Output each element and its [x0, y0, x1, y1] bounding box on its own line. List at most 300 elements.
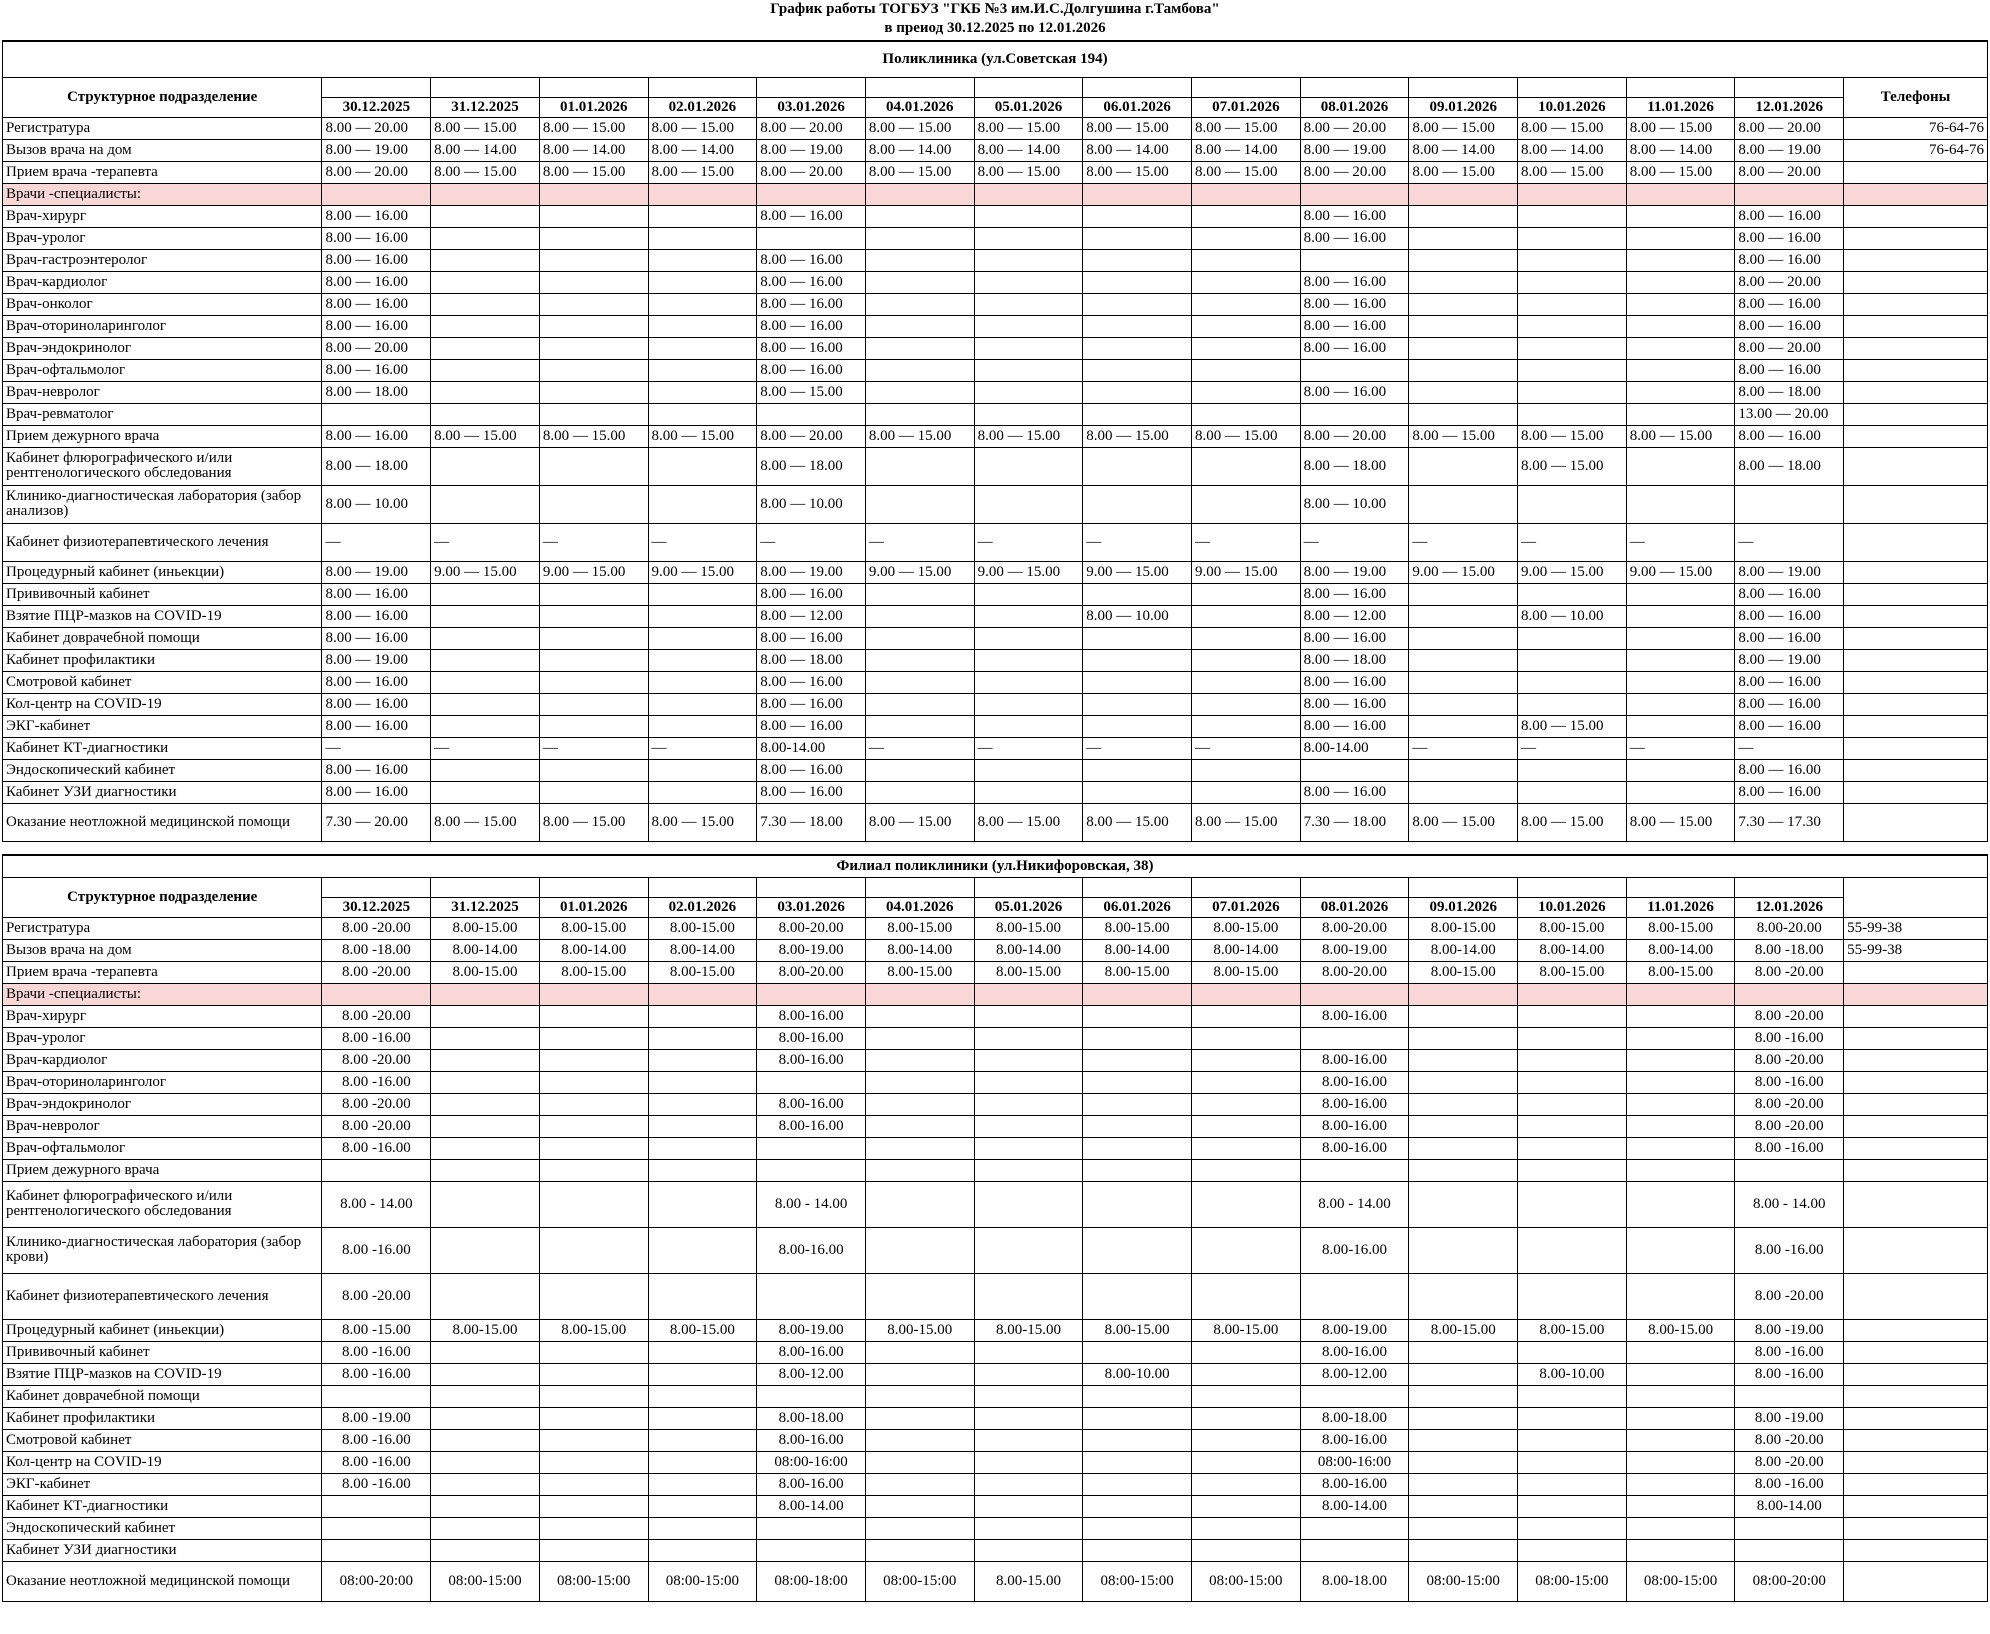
department-name: Оказание неотложной медицинской помощи [3, 1561, 322, 1601]
schedule-cell [1518, 627, 1627, 649]
schedule-cell [1626, 315, 1735, 337]
schedule-cell: 8.00 — 16.00 [322, 759, 431, 781]
schedule-cell [757, 983, 866, 1005]
schedule-cell [539, 583, 648, 605]
schedule-cell [1626, 485, 1735, 523]
schedule-cell: 8.00 -16.00 [322, 1363, 431, 1385]
schedule-cell [757, 1385, 866, 1407]
department-name: Регистратура [3, 117, 322, 139]
schedule-cell [974, 1385, 1083, 1407]
date-header: 12.01.2026 [1735, 897, 1844, 917]
schedule-cell: 8.00 — 16.00 [1735, 759, 1844, 781]
schedule-cell: — [648, 737, 757, 759]
schedule-cell: 8.00-15.00 [539, 1319, 648, 1341]
schedule-cell [1409, 1027, 1518, 1049]
schedule-cell [974, 671, 1083, 693]
schedule-cell: — [1626, 523, 1735, 561]
department-name: Вызов врача на дом [3, 139, 322, 161]
schedule-cell [1083, 1227, 1192, 1273]
schedule-cell [1191, 781, 1300, 803]
schedule-cell: 8.00 — 15.00 [1409, 803, 1518, 841]
schedule-cell [322, 403, 431, 425]
schedule-cell [1626, 271, 1735, 293]
header-spacer [1518, 77, 1627, 97]
schedule-cell [1083, 1181, 1192, 1227]
schedule-cell [1083, 1273, 1192, 1319]
schedule-cell: 8.00 — 16.00 [757, 337, 866, 359]
schedule-cell: 8.00 — 15.00 [1083, 803, 1192, 841]
department-name: Врач-оториноларинголог [3, 1071, 322, 1093]
schedule-cell [1518, 759, 1627, 781]
schedule-cell [1191, 1093, 1300, 1115]
schedule-cell [431, 1539, 540, 1561]
department-name: Клинико-диагностическая лаборатория (забор анализов) [3, 485, 322, 523]
schedule-cell: 8.00 — 16.00 [1300, 627, 1409, 649]
schedule-cell [1191, 1273, 1300, 1319]
schedule-cell [1518, 693, 1627, 715]
phone-cell [1844, 315, 1988, 337]
header-spacer [648, 877, 757, 897]
schedule-cell [1518, 337, 1627, 359]
schedule-cell: 8.00 -20.00 [1735, 1005, 1844, 1027]
schedule-cell: 8.00 -20.00 [322, 1093, 431, 1115]
schedule-cell: 8.00-12.00 [1300, 1363, 1409, 1385]
schedule-cell [1191, 1005, 1300, 1027]
schedule-cell: 8.00 -20.00 [322, 1115, 431, 1137]
schedule-cell: 8.00 — 20.00 [757, 425, 866, 447]
schedule-cell: 13.00 — 20.00 [1735, 403, 1844, 425]
schedule-cell: 8.00 — 15.00 [1518, 425, 1627, 447]
schedule-cell: 8.00-19.00 [757, 1319, 866, 1341]
schedule-cell: 08:00-15:00 [539, 1561, 648, 1601]
schedule-cell: 8.00 — 16.00 [1735, 425, 1844, 447]
schedule-cell: 8.00-20.00 [1300, 961, 1409, 983]
table-row [3, 759, 1988, 781]
department-name: Кабинет УЗИ диагностики [3, 1539, 322, 1561]
phone-cell [1844, 1159, 1988, 1181]
schedule-cell [1300, 403, 1409, 425]
schedule-cell: 8.00 - 14.00 [1735, 1181, 1844, 1227]
header-spacer [974, 77, 1083, 97]
schedule-cell [974, 983, 1083, 1005]
table-row [3, 983, 1988, 1005]
schedule-cell: 8.00-15.00 [1191, 917, 1300, 939]
table-row [3, 1027, 1988, 1049]
table-row [3, 523, 1988, 561]
table-row [3, 403, 1988, 425]
schedule-cell [865, 1115, 974, 1137]
phone-cell [1844, 1561, 1988, 1601]
schedule-cell [1626, 1539, 1735, 1561]
phone-cell [1844, 715, 1988, 737]
schedule-cell: 8.00 — 19.00 [1735, 649, 1844, 671]
schedule-cell: 8.00-15.00 [431, 961, 540, 983]
schedule-cell [1518, 1539, 1627, 1561]
schedule-cell: 8.00 -16.00 [1735, 1071, 1844, 1093]
date-header: 06.01.2026 [1083, 897, 1192, 917]
schedule-cell [1735, 485, 1844, 523]
schedule-cell: 8.00 -20.00 [1735, 1451, 1844, 1473]
schedule-cell [431, 315, 540, 337]
schedule-cell: 8.00-16.00 [1300, 1227, 1409, 1273]
schedule-cell: 8.00 — 15.00 [539, 117, 648, 139]
schedule-cell [1083, 183, 1192, 205]
header-spacer [865, 77, 974, 97]
schedule-cell: 8.00 — 16.00 [322, 293, 431, 315]
schedule-cell: 8.00 — 16.00 [1300, 337, 1409, 359]
schedule-cell [1626, 337, 1735, 359]
schedule-cell [1626, 1363, 1735, 1385]
schedule-cell [974, 781, 1083, 803]
schedule-cell: 8.00 — 16.00 [322, 715, 431, 737]
department-name: Врач-оториноларинголог [3, 315, 322, 337]
schedule-cell [539, 1495, 648, 1517]
schedule-cell [1083, 781, 1192, 803]
header-spacer [1626, 77, 1735, 97]
schedule-cell: 8.00 — 16.00 [1735, 781, 1844, 803]
schedule-cell [1626, 693, 1735, 715]
schedule-cell [865, 183, 974, 205]
schedule-cell [1083, 359, 1192, 381]
schedule-cell: 8.00 — 15.00 [865, 117, 974, 139]
date-header: 03.01.2026 [757, 97, 866, 117]
schedule-cell: 8.00 — 14.00 [648, 139, 757, 161]
schedule-cell [1518, 1005, 1627, 1027]
schedule-cell [431, 693, 540, 715]
phone-cell [1844, 205, 1988, 227]
schedule-cell: 8.00 — 14.00 [1409, 139, 1518, 161]
schedule-cell [1191, 1429, 1300, 1451]
schedule-cell [648, 1181, 757, 1227]
schedule-cell [1083, 337, 1192, 359]
department-name: Эндоскопический кабинет [3, 759, 322, 781]
schedule-cell [648, 1539, 757, 1561]
schedule-cell: 8.00 — 20.00 [1735, 117, 1844, 139]
schedule-cell [1518, 183, 1627, 205]
schedule-cell: — [1409, 737, 1518, 759]
schedule-cell: 8.00 -16.00 [322, 1451, 431, 1473]
schedule-cell [431, 1341, 540, 1363]
schedule-cell [431, 1473, 540, 1495]
schedule-cell [1083, 315, 1192, 337]
schedule-cell: 8.00-14.00 [1735, 1495, 1844, 1517]
schedule-cell [974, 1451, 1083, 1473]
schedule-cell: 8.00 — 16.00 [1735, 627, 1844, 649]
department-name: Врач-эндокринолог [3, 337, 322, 359]
schedule-cell [1518, 1181, 1627, 1227]
schedule-cell [865, 1027, 974, 1049]
schedule-cell [865, 1495, 974, 1517]
phones-header: Телефоны [1844, 77, 1988, 117]
header-spacer [974, 877, 1083, 897]
schedule-cell [1518, 1407, 1627, 1429]
schedule-cell: 8.00 -19.00 [322, 1407, 431, 1429]
schedule-cell: 8.00-15.00 [974, 1561, 1083, 1601]
schedule-cell [431, 1027, 540, 1049]
schedule-cell [865, 1429, 974, 1451]
title-line-1: График работы ТОГБУЗ "ГКБ №3 им.И.С.Долгушина г.Тамбова" [770, 1, 1220, 17]
schedule-cell: 8.00-16.00 [757, 1473, 866, 1495]
header-spacer [431, 77, 540, 97]
schedule-cell [539, 337, 648, 359]
schedule-cell: 8.00 — 19.00 [322, 649, 431, 671]
schedule-cell [648, 1159, 757, 1181]
schedule-cell [1191, 605, 1300, 627]
header-spacer [1735, 877, 1844, 897]
schedule-cell: — [865, 737, 974, 759]
phone-cell: 76-64-76 [1844, 139, 1988, 161]
schedule-cell: 8.00 — 18.00 [757, 447, 866, 485]
schedule-cell: 8.00-16.00 [1300, 1137, 1409, 1159]
department-name: Кабинет доврачебной помощи [3, 627, 322, 649]
schedule-cell [648, 1473, 757, 1495]
schedule-cell: 8.00 — 15.00 [757, 381, 866, 403]
schedule-cell [1626, 1227, 1735, 1273]
phone-cell [1844, 561, 1988, 583]
schedule-cell: 8.00-20.00 [1300, 917, 1409, 939]
schedule-cell: 8.00-16.00 [757, 1093, 866, 1115]
schedule-cell: 8.00 -16.00 [322, 1429, 431, 1451]
schedule-cell [1083, 1159, 1192, 1181]
schedule-cell [1518, 781, 1627, 803]
schedule-cell [865, 1473, 974, 1495]
schedule-cell [1409, 1517, 1518, 1539]
phone-cell [1844, 1385, 1988, 1407]
schedule-cell: 8.00-14.00 [757, 737, 866, 759]
schedule-cell [865, 1273, 974, 1319]
schedule-cell [974, 249, 1083, 271]
department-name: Врач-офтальмолог [3, 1137, 322, 1159]
schedule-cell [1083, 227, 1192, 249]
schedule-cell: 8.00 — 16.00 [322, 227, 431, 249]
schedule-cell: 8.00 -20.00 [1735, 1093, 1844, 1115]
schedule-cell [1626, 1181, 1735, 1227]
schedule-cell [1083, 583, 1192, 605]
schedule-cell: 8.00-14.00 [974, 939, 1083, 961]
schedule-cell: 9.00 — 15.00 [1083, 561, 1192, 583]
phone-cell [1844, 1429, 1988, 1451]
schedule-cell [974, 715, 1083, 737]
schedule-table-branch-clinic [2, 854, 1988, 1602]
schedule-cell [431, 983, 540, 1005]
schedule-cell [1191, 715, 1300, 737]
schedule-cell: 7.30 — 18.00 [1300, 803, 1409, 841]
schedule-cell: 8.00 — 10.00 [1300, 485, 1409, 523]
schedule-cell [322, 1159, 431, 1181]
schedule-cell [1300, 1159, 1409, 1181]
schedule-cell [1518, 227, 1627, 249]
schedule-cell: 8.00 — 14.00 [431, 139, 540, 161]
schedule-cell: 8.00 — 10.00 [757, 485, 866, 523]
schedule-cell [1083, 1115, 1192, 1137]
table-row [3, 359, 1988, 381]
schedule-cell [1518, 359, 1627, 381]
schedule-cell: 8.00-10.00 [1083, 1363, 1192, 1385]
schedule-cell [757, 1159, 866, 1181]
schedule-cell [1409, 381, 1518, 403]
schedule-cell [1409, 447, 1518, 485]
date-header: 11.01.2026 [1626, 97, 1735, 117]
schedule-cell [1626, 1429, 1735, 1451]
schedule-cell [1409, 1273, 1518, 1319]
schedule-cell [1191, 1049, 1300, 1071]
table-row [3, 1561, 1988, 1601]
schedule-cell: 8.00 -19.00 [1735, 1319, 1844, 1341]
department-name: Взятие ПЦР-мазков на COVID-19 [3, 1363, 322, 1385]
date-header: 09.01.2026 [1409, 897, 1518, 917]
schedule-cell [865, 205, 974, 227]
schedule-cell [865, 293, 974, 315]
schedule-cell [539, 1429, 648, 1451]
schedule-cell: 8.00-15.00 [865, 961, 974, 983]
schedule-cell [648, 249, 757, 271]
schedule-cell: 9.00 — 15.00 [539, 561, 648, 583]
schedule-cell [648, 227, 757, 249]
schedule-cell [539, 1385, 648, 1407]
department-name: Врач-офтальмолог [3, 359, 322, 381]
schedule-cell: 8.00 — 15.00 [431, 117, 540, 139]
schedule-cell [1735, 1159, 1844, 1181]
header-spacer [1191, 77, 1300, 97]
schedule-cell [1191, 381, 1300, 403]
schedule-cell [322, 1385, 431, 1407]
schedule-cell: 8.00 — 15.00 [974, 161, 1083, 183]
phone-cell: 55-99-38 [1844, 917, 1988, 939]
schedule-cell [1409, 1049, 1518, 1071]
schedule-cell: 8.00 — 15.00 [1626, 803, 1735, 841]
schedule-cell: 08:00-16:00 [757, 1451, 866, 1473]
schedule-cell [1083, 1473, 1192, 1495]
department-name: Кабинет профилактики [3, 1407, 322, 1429]
phone-cell [1844, 605, 1988, 627]
schedule-cell [431, 381, 540, 403]
schedule-cell: 8.00-15.00 [1626, 961, 1735, 983]
department-name: Процедурный кабинет (иньекции) [3, 561, 322, 583]
phone-cell [1844, 227, 1988, 249]
schedule-cell: 8.00 -20.00 [322, 917, 431, 939]
date-header: 10.01.2026 [1518, 97, 1627, 117]
schedule-cell [1191, 183, 1300, 205]
department-name: Оказание неотложной медицинской помощи [3, 803, 322, 841]
schedule-cell [1083, 1407, 1192, 1429]
schedule-cell [1083, 1005, 1192, 1027]
schedule-cell [974, 1159, 1083, 1181]
department-name: Кабинет КТ-диагностики [3, 1495, 322, 1517]
schedule-cell: — [539, 737, 648, 759]
schedule-cell [648, 381, 757, 403]
schedule-cell: — [1191, 523, 1300, 561]
schedule-cell: 8.00 — 19.00 [757, 139, 866, 161]
schedule-cell [431, 227, 540, 249]
table-row [3, 1385, 1988, 1407]
schedule-cell [974, 1049, 1083, 1071]
schedule-cell [1191, 1137, 1300, 1159]
schedule-cell [1626, 1273, 1735, 1319]
schedule-cell: — [1191, 737, 1300, 759]
header-spacer [322, 877, 431, 897]
schedule-cell [1409, 605, 1518, 627]
header-spacer [1735, 77, 1844, 97]
schedule-cell [1626, 359, 1735, 381]
table-row [3, 737, 1988, 759]
schedule-cell [1191, 337, 1300, 359]
department-name: Врач-онколог [3, 293, 322, 315]
schedule-cell: — [974, 523, 1083, 561]
schedule-cell: 8.00 — 18.00 [1735, 447, 1844, 485]
schedule-cell: 9.00 — 15.00 [974, 561, 1083, 583]
schedule-cell [865, 315, 974, 337]
schedule-cell [648, 1385, 757, 1407]
dept-header: Структурное подразделение [3, 877, 322, 917]
schedule-cell: 8.00 -16.00 [322, 1137, 431, 1159]
department-name: Кабинет флюрографического и/или рентгенологического обследования [3, 1181, 322, 1227]
schedule-cell [648, 271, 757, 293]
schedule-cell [1626, 583, 1735, 605]
schedule-cell [1518, 1027, 1627, 1049]
schedule-cell [1518, 983, 1627, 1005]
department-name: Эндоскопический кабинет [3, 1517, 322, 1539]
department-name: Кабинет флюрографического и/или рентгенологического обследования [3, 447, 322, 485]
schedule-cell [1518, 1341, 1627, 1363]
schedule-cell [539, 605, 648, 627]
phone-cell [1844, 1473, 1988, 1495]
schedule-cell [1518, 1385, 1627, 1407]
schedule-cell: 8.00-14.00 [1518, 939, 1627, 961]
department-name: Кабинет доврачебной помощи [3, 1385, 322, 1407]
schedule-cell: 08:00-15:00 [1083, 1561, 1192, 1601]
schedule-cell: 8.00-14.00 [539, 939, 648, 961]
schedule-cell [648, 583, 757, 605]
phone-cell [1844, 649, 1988, 671]
header-spacer [539, 77, 648, 97]
schedule-cell [974, 315, 1083, 337]
schedule-cell [322, 1517, 431, 1539]
schedule-cell [974, 183, 1083, 205]
schedule-cell [1191, 983, 1300, 1005]
schedule-cell: 8.00-20.00 [757, 961, 866, 983]
dept-header: Структурное подразделение [3, 77, 322, 117]
schedule-cell [1191, 583, 1300, 605]
schedule-cell [1083, 1341, 1192, 1363]
schedule-cell [1083, 381, 1192, 403]
schedule-cell [1409, 1385, 1518, 1407]
schedule-cell: 08:00-16:00 [1300, 1451, 1409, 1473]
schedule-cell [1191, 1473, 1300, 1495]
schedule-cell [322, 983, 431, 1005]
schedule-cell [1518, 1115, 1627, 1137]
schedule-cell: 08:00-15:00 [865, 1561, 974, 1601]
schedule-cell: 8.00-14.00 [648, 939, 757, 961]
department-name: ЭКГ-кабинет [3, 715, 322, 737]
schedule-cell: 8.00 -16.00 [322, 1473, 431, 1495]
schedule-cell: 8.00-16.00 [757, 1049, 866, 1071]
schedule-cell: 9.00 — 15.00 [1409, 561, 1518, 583]
schedule-cell [1409, 1005, 1518, 1027]
schedule-cell [539, 1027, 648, 1049]
phone-cell [1844, 983, 1988, 1005]
schedule-cell: 08:00-20:00 [322, 1561, 431, 1601]
section-title: Поликлиника (ул.Советская 194) [3, 41, 1988, 77]
table-row [3, 161, 1988, 183]
schedule-cell: 8.00 — 16.00 [757, 715, 866, 737]
table-row [3, 1363, 1988, 1385]
schedule-cell: 9.00 — 15.00 [865, 561, 974, 583]
schedule-cell [1409, 1451, 1518, 1473]
phone-cell [1844, 1407, 1988, 1429]
schedule-cell: 8.00 — 16.00 [1735, 583, 1844, 605]
schedule-cell [974, 1539, 1083, 1561]
schedule-cell [1083, 1495, 1192, 1517]
